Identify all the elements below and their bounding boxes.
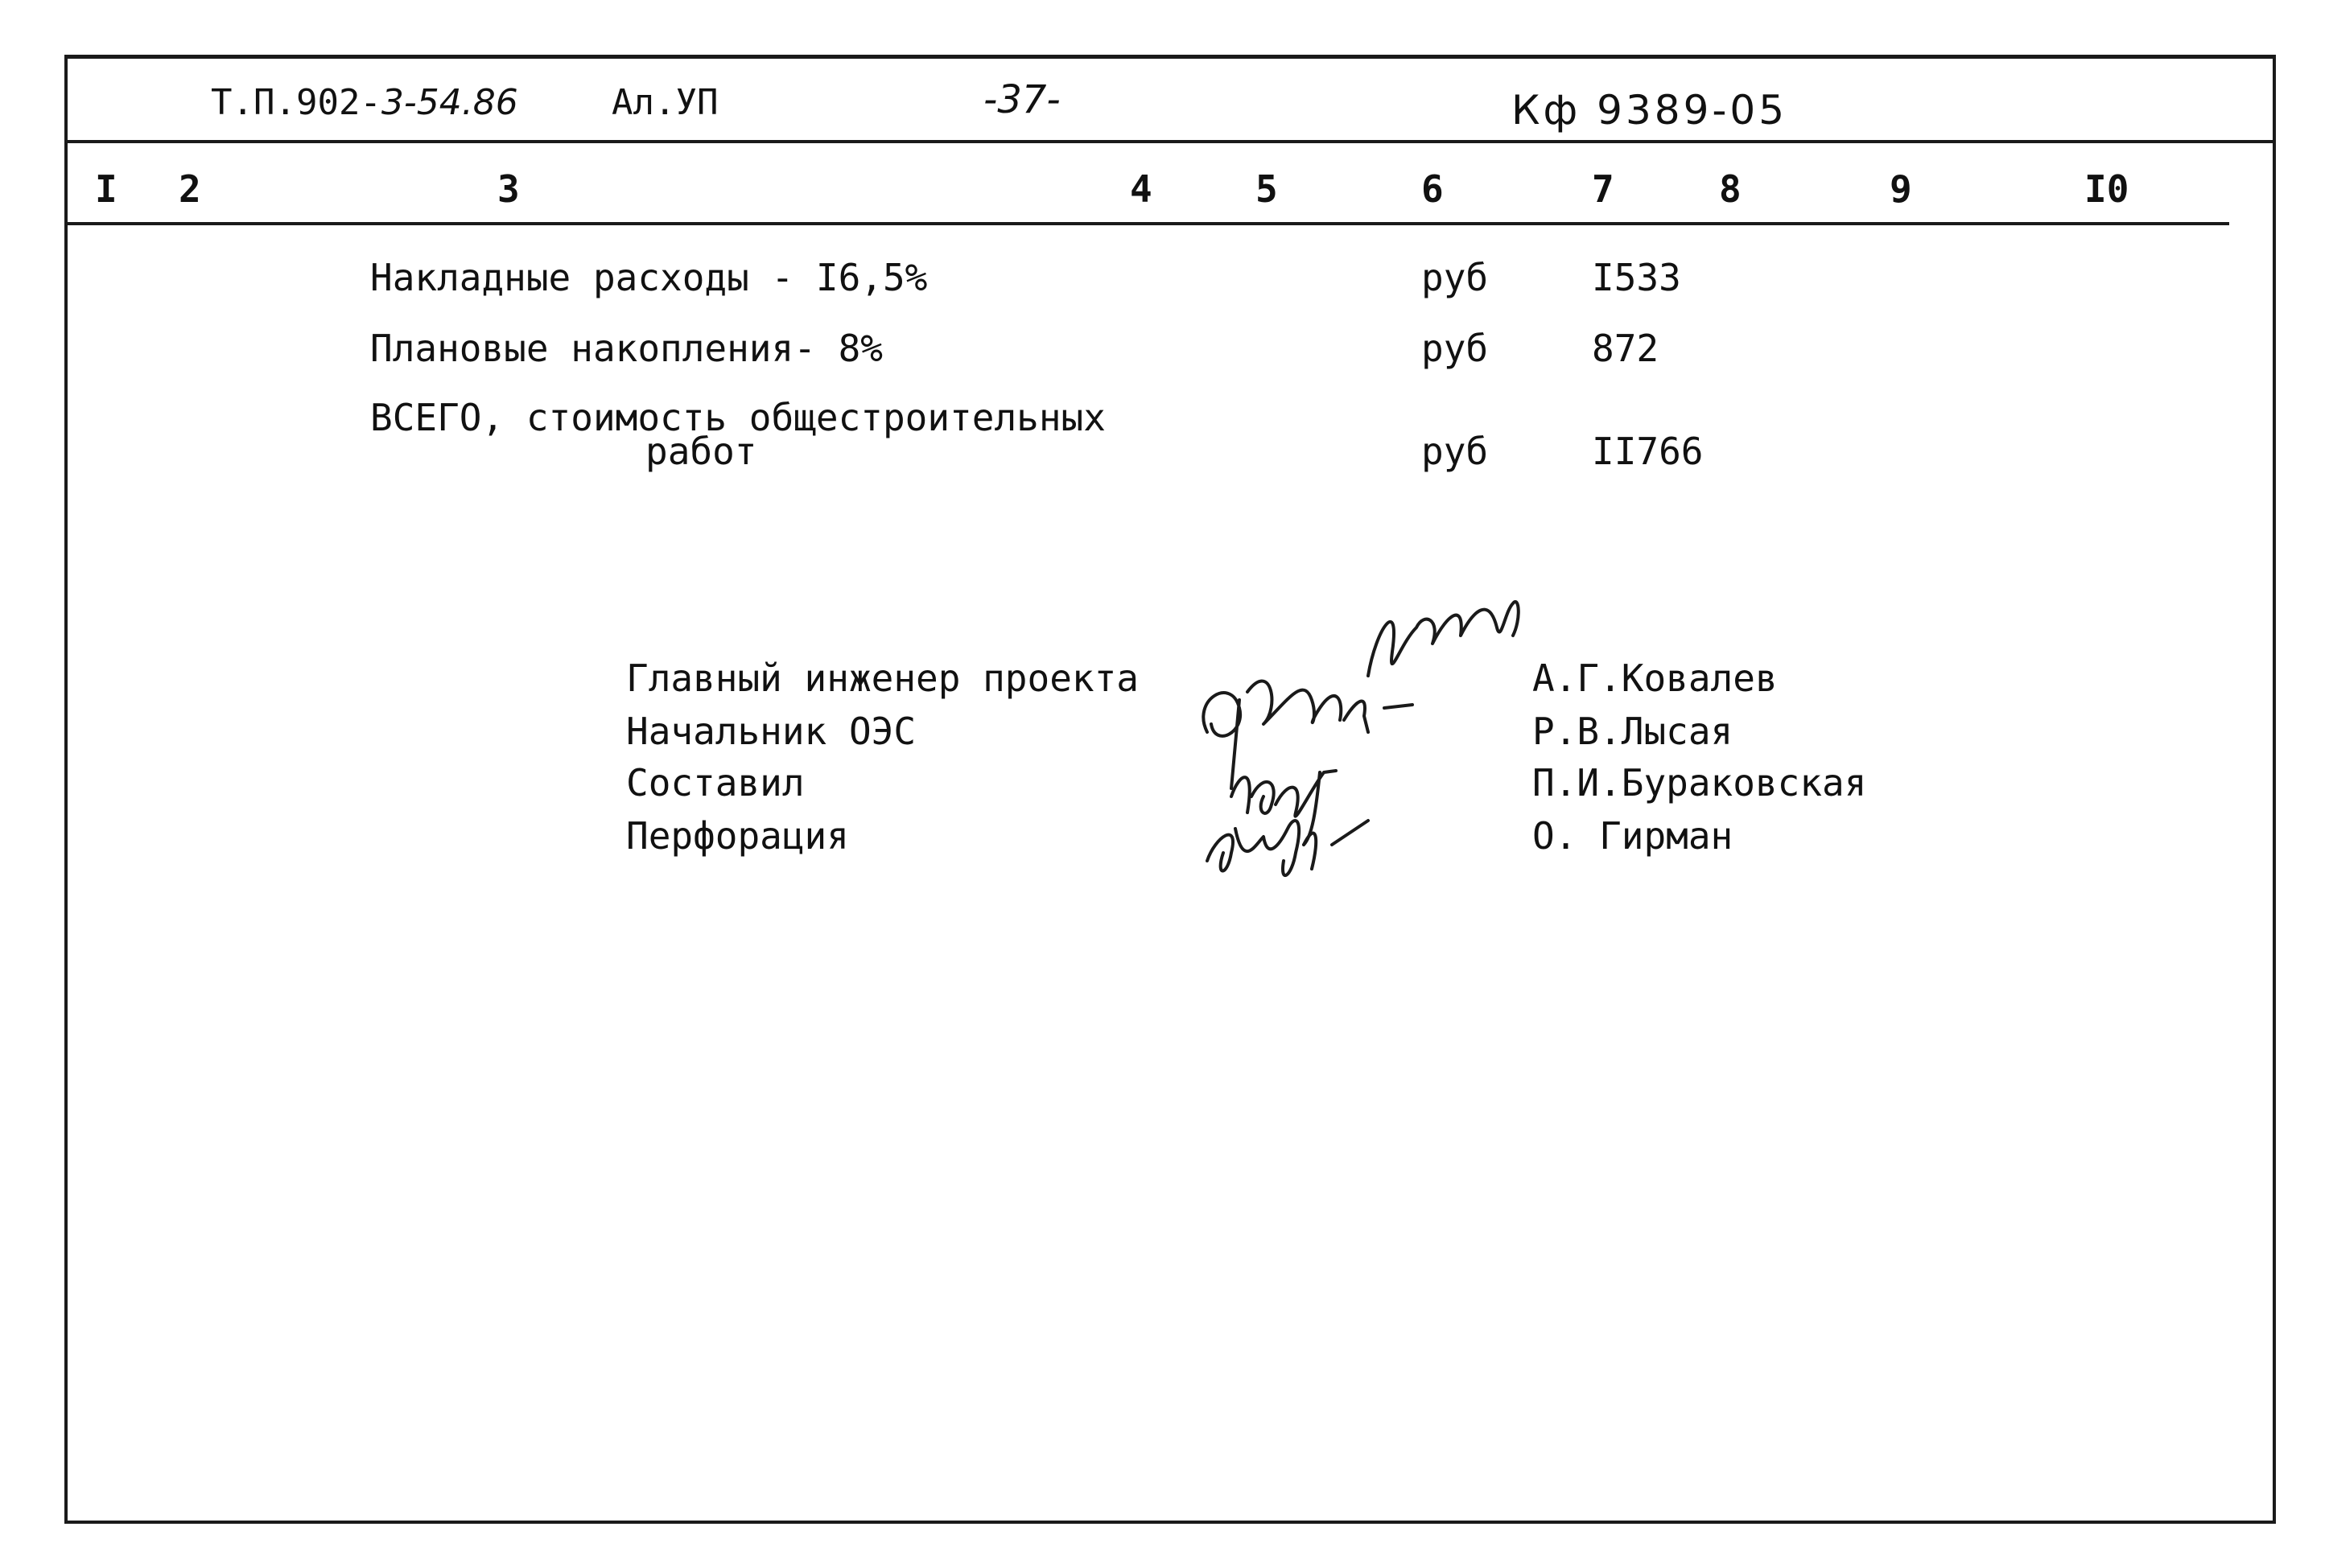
row-overhead-value: I533: [1592, 256, 1681, 299]
header-divider: [64, 140, 2276, 143]
column-number-3: 3: [497, 167, 520, 211]
signature-role-department-head: Начальник ОЭС: [626, 710, 917, 753]
page-number: -37-: [983, 77, 1061, 122]
row-planned-savings-value: 872: [1592, 327, 1659, 370]
row-total-name-line1: ВСЕГО, стоимость общестроительных: [370, 396, 1106, 439]
column-header-divider: [64, 222, 2229, 225]
album-label: Ал.УП: [612, 82, 719, 123]
column-number-4: 4: [1130, 167, 1152, 211]
signature-role-compiled-by: Составил: [626, 761, 805, 805]
row-total-value: II766: [1592, 430, 1704, 473]
handwritten-signatures: [1183, 579, 1561, 901]
column-number-6: 6: [1421, 167, 1444, 211]
doc-number-handwritten: 3-54.86: [381, 82, 518, 123]
signature-role-perforation: Перфорация: [626, 814, 849, 858]
signature-person-compiled-by: П.И.Бураковская: [1532, 761, 1867, 805]
signature-person-department-head: Р.В.Лысая: [1532, 710, 1733, 753]
column-number-1: I: [95, 167, 117, 211]
doc-number-prefix: Т.П.902-: [211, 82, 381, 123]
column-number-10: I0: [2084, 167, 2129, 211]
row-total-unit: руб: [1421, 430, 1489, 473]
row-planned-savings-unit: руб: [1421, 327, 1489, 370]
doc-number: [211, 82, 518, 123]
column-number-8: 8: [1719, 167, 1742, 211]
document-code: Кф 9389-05: [1511, 87, 1788, 134]
row-total-name-line2: работ: [645, 430, 757, 473]
column-number-7: 7: [1592, 167, 1614, 211]
signature-4-dash: [1332, 821, 1368, 845]
signature-4-stroke: [1207, 821, 1316, 875]
signature-1-stroke: [1203, 681, 1368, 788]
signature-role-chief-engineer: Главный инженер проекта: [626, 656, 1139, 700]
signature-1-dash: [1384, 705, 1412, 708]
signature-person-chief-engineer: А.Г.Ковалев: [1532, 656, 1778, 700]
row-overhead-name: Накладные расходы - I6,5%: [370, 256, 928, 299]
column-number-9: 9: [1890, 167, 1912, 211]
column-number-2: 2: [179, 167, 201, 211]
signature-2-stroke: [1368, 602, 1519, 676]
signature-person-perforation: О. Гирман: [1532, 814, 1733, 858]
column-number-5: 5: [1255, 167, 1278, 211]
row-overhead-unit: руб: [1421, 256, 1489, 299]
row-planned-savings-name: Плановые накопления- 8%: [370, 327, 883, 370]
